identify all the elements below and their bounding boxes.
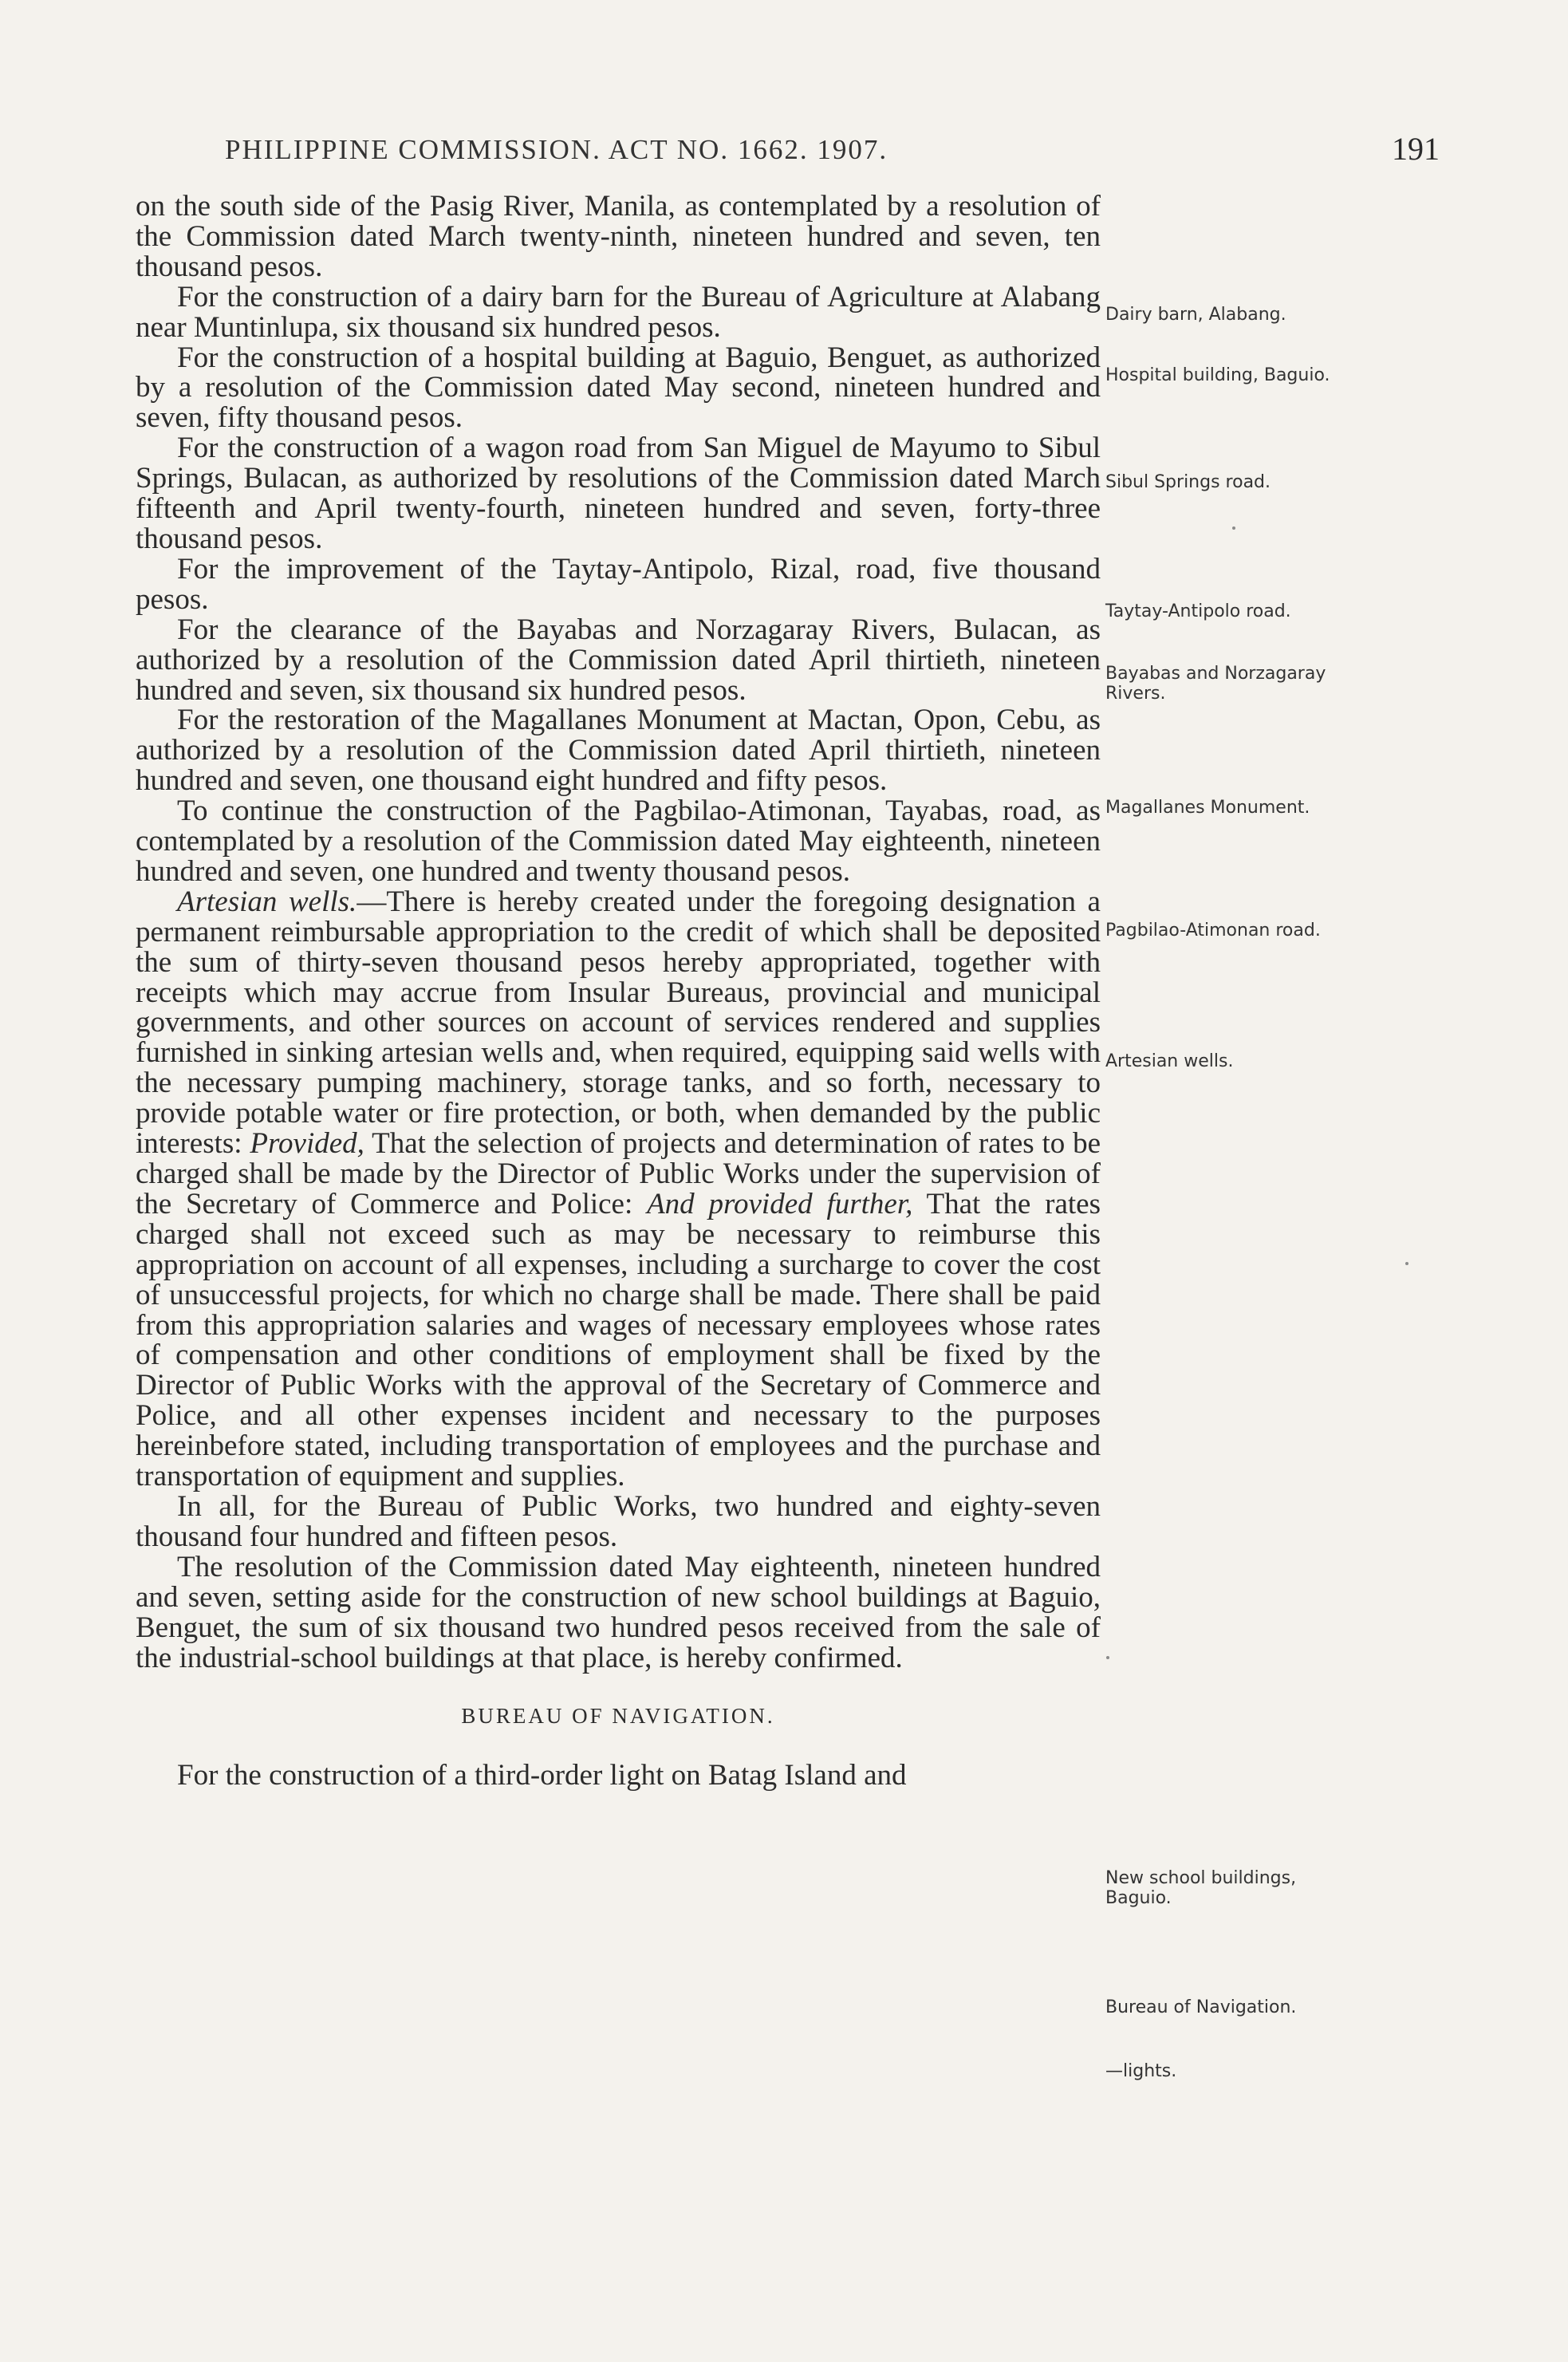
provided-further-clause: And provided further, [647, 1187, 913, 1220]
artesian-heading: Artesian wells. [177, 885, 357, 918]
margin-note-taytay: Taytay-Antipolo road. [1105, 601, 1291, 621]
paragraph-sibul-springs-road: For the construction of a wagon road from San Miguel de Mayumo to Sibul Springs, Bulacan, as authorized by resolutions of the Commission dated March fifteenth and April twenty-fourth, nineteen hundred and seven, forty-three thousand pesos. [136, 432, 1101, 555]
paper-speck [1106, 1656, 1109, 1659]
provided-clause: Provided, [250, 1127, 364, 1161]
paragraph-magallanes-monument: For the restoration of the Magallanes Monument at Mactan, Opon, Cebu, as authorized by a resolution of the Commission dated April thirtieth, nineteen hundred and seven, one thousand eight hundred and fifty pesos. [136, 704, 1101, 798]
section-heading-navigation: BUREAU OF NAVIGATION. [461, 1704, 775, 1729]
running-head: PHILIPPINE COMMISSION. ACT NO. 1662. 1907. [225, 134, 888, 165]
paragraph-hospital-building: For the construction of a hospital building at Baguio, Benguet, as authorized by a resolution of the Commission dated May second, nineteen hundred and seven, fifty thousand pesos. [136, 341, 1101, 435]
paragraph-school-buildings: The resolution of the Commission dated May eighteenth, nineteen hundred and seven, setting aside for the construction of new school buildings at Baguio, Benguet, the sum of six thousand two hundred pesos received from the sale of the industrial-school buildings at that place, is hereby confirmed. [136, 1550, 1101, 1674]
margin-note-pagbilao: Pagbilao-Atimonan road. [1105, 921, 1321, 940]
paragraph-artesian-wells [136, 887, 1101, 1492]
paragraph-batag-light: For the construction of a third-order light on Batag Island and [177, 1759, 907, 1792]
paragraph-taytay-antipolo-road: For the improvement of the Taytay-Antipolo, Rizal, road, five thousand pesos. [136, 552, 1101, 616]
paragraph-pagbilao-road: To continue the construction of the Pagbilao-Atimonan, Tayabas, road, as contemplated by a resolution of the Commission dated May eighteenth, nineteen hundred and seven, one hundred and twenty thousand pesos. [136, 795, 1101, 888]
artesian-text-a: —There is hereby created under the foregoing designation a permanent reimbursable appropriation to the credit of which shall be deposited the sum of thirty-seven thousand pesos hereby appropriated, together with receipts which may accrue from Insular Bureaus, provincial and municipal governments, and other sources on account of services rendered and supplies furnished in sinking artesian wells and, when required, equipping said wells with the necessary pumping machinery, storage tanks, and so forth, necessary to provide potable water or fire protection, or both, when demanded by the public interests: [136, 885, 1101, 1161]
artesian-text-b: That the selection of projects and determination of rates to be charged shall be made by the Director of Public Works under the supervision of the Secretary of Commerce and Police: [136, 1127, 1101, 1220]
paragraph-total-public-works: In all, for the Bureau of Public Works, two hundred and eighty-seven thousand four hundred and fifteen pesos. [136, 1489, 1101, 1553]
page-number: 191 [1392, 131, 1440, 167]
paragraph-bayabas-rivers: For the clearance of the Bayabas and Norzagaray Rivers, Bulacan, as authorized by a resolution of the Commission dated April thirtieth, nineteen hundred and seven, six thousand six hundred pesos. [136, 613, 1101, 707]
margin-note-sibul: Sibul Springs road. [1105, 472, 1271, 492]
paper-speck [1232, 526, 1235, 530]
paragraph-dairy-barn: For the construction of a dairy barn for the Bureau of Agriculture at Alabang near Muntinlupa, six thousand six hundred pesos. [136, 280, 1101, 344]
margin-note-navigation: Bureau of Navigation. [1105, 1997, 1297, 2017]
margin-note-bayabas: Bayabas and Norzagaray Rivers. [1105, 664, 1326, 704]
margin-note-artesian: Artesian wells. [1105, 1051, 1234, 1071]
body-text [136, 191, 1101, 1791]
paper-speck [1405, 1262, 1408, 1265]
margin-note-dairy-barn: Dairy barn, Alabang. [1105, 305, 1286, 325]
margin-note-lights: —lights. [1105, 2061, 1177, 2081]
margin-note-magallanes: Magallanes Monument. [1105, 798, 1310, 818]
margin-note-hospital: Hospital building, Baguio. [1105, 365, 1330, 385]
paragraph-continuation: on the south side of the Pasig River, Manila, as contemplated by a resolution of the Commission dated March twenty-ninth, nineteen hundred and seven, ten thousand pesos. [136, 190, 1101, 283]
margin-note-school: New school buildings, Baguio. [1105, 1868, 1297, 1908]
artesian-text-c: That the rates charged shall not exceed such as may be necessary to reimburse this appropriation on account of all expenses, including a surcharge to cover the cost of unsuccessful projects, for which no charge shall be made. There shall be paid from this appropriation salaries and wages of necessary employees whose rates of compensation and other conditions of employment shall be fixed by the Director of Public Works with the approval of the Secretary of Commerce and Police, and all other expenses incident and necessary to the purposes hereinbefore stated, including transportation of employees and the purchase and transportation of equipment and supplies. [136, 1187, 1101, 1493]
